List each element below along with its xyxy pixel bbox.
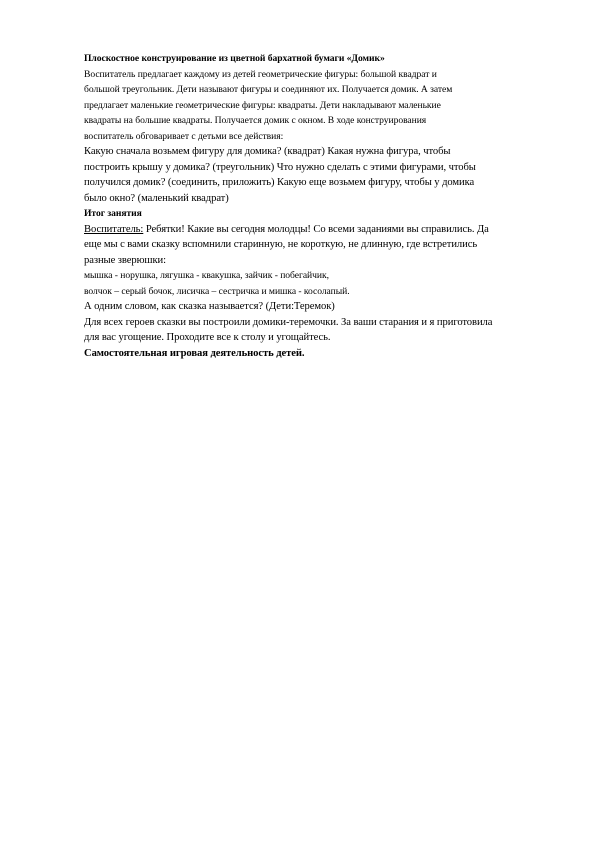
paragraph-intro	[84, 67, 524, 145]
text-line: было окно? (маленький квадрат)	[84, 192, 229, 204]
text-line: разные зверюшки:	[84, 254, 166, 266]
document-title: Плоскостное конструирование из цветной бархатной бумаги «Домик»	[84, 53, 385, 64]
text-line: Для всех героев сказки вы построили домики-теремочки. За ваши старания и я приготовила	[84, 316, 493, 328]
summary-heading: Итог занятия	[84, 208, 142, 219]
paragraph-questions	[84, 144, 524, 206]
speaker-text: Ребятки! Какие вы сегодня молодцы! Со всеми заданиями вы справились. Да	[143, 223, 489, 235]
text-line	[84, 222, 524, 238]
speaker-label: Воспитатель:	[84, 223, 144, 235]
text-line: предлагает маленькие геометрические фигуры: квадраты. Дети накладывают маленькие	[84, 99, 441, 111]
final-question: А одним словом, как сказка называется? (Дети:Теремок)	[84, 301, 335, 312]
final-heading: Самостоятельная игровая деятельность детей.	[84, 347, 305, 359]
text-line: еще мы с вами сказку вспомнили старинную, не короткую, не длинную, где встретились	[84, 239, 478, 250]
text-line: воспитатель обговаривает с детьми все действия:	[84, 130, 284, 142]
paragraph-animals	[84, 268, 524, 299]
document-body	[84, 51, 524, 361]
text-line: большой треугольник. Дети называют фигуры и соединяют их. Получается домик. А затем	[84, 84, 453, 95]
text-line: получился домик? (соединить, приложить) Какую еще возьмем фигуру, чтобы у домика	[84, 177, 475, 188]
text-line: квадраты на большие квадраты. Получается домик с окном. В ходе конструирования	[84, 115, 427, 126]
paragraph-closing	[84, 315, 524, 346]
text-line: построить крышу у домика? (треугольник) Что нужно сделать с этими фигурами, чтобы	[84, 161, 476, 173]
text-line: волчок – серый бочок, лисичка – сестричка и мишка - косолапый.	[84, 285, 350, 297]
paragraph-teacher	[84, 222, 524, 269]
text-line: мышка - норушка, лягушка - квакушка, зайчик - побегайчик,	[84, 270, 329, 281]
text-line: для вас угощение. Проходите все к столу и угощайтесь.	[84, 332, 331, 343]
text-line: Воспитатель предлагает каждому из детей геометрические фигуры: большой квадрат и	[84, 68, 437, 80]
text-line: Какую сначала возьмем фигуру для домика? (квадрат) Какая нужна фигура, чтобы	[84, 146, 451, 157]
